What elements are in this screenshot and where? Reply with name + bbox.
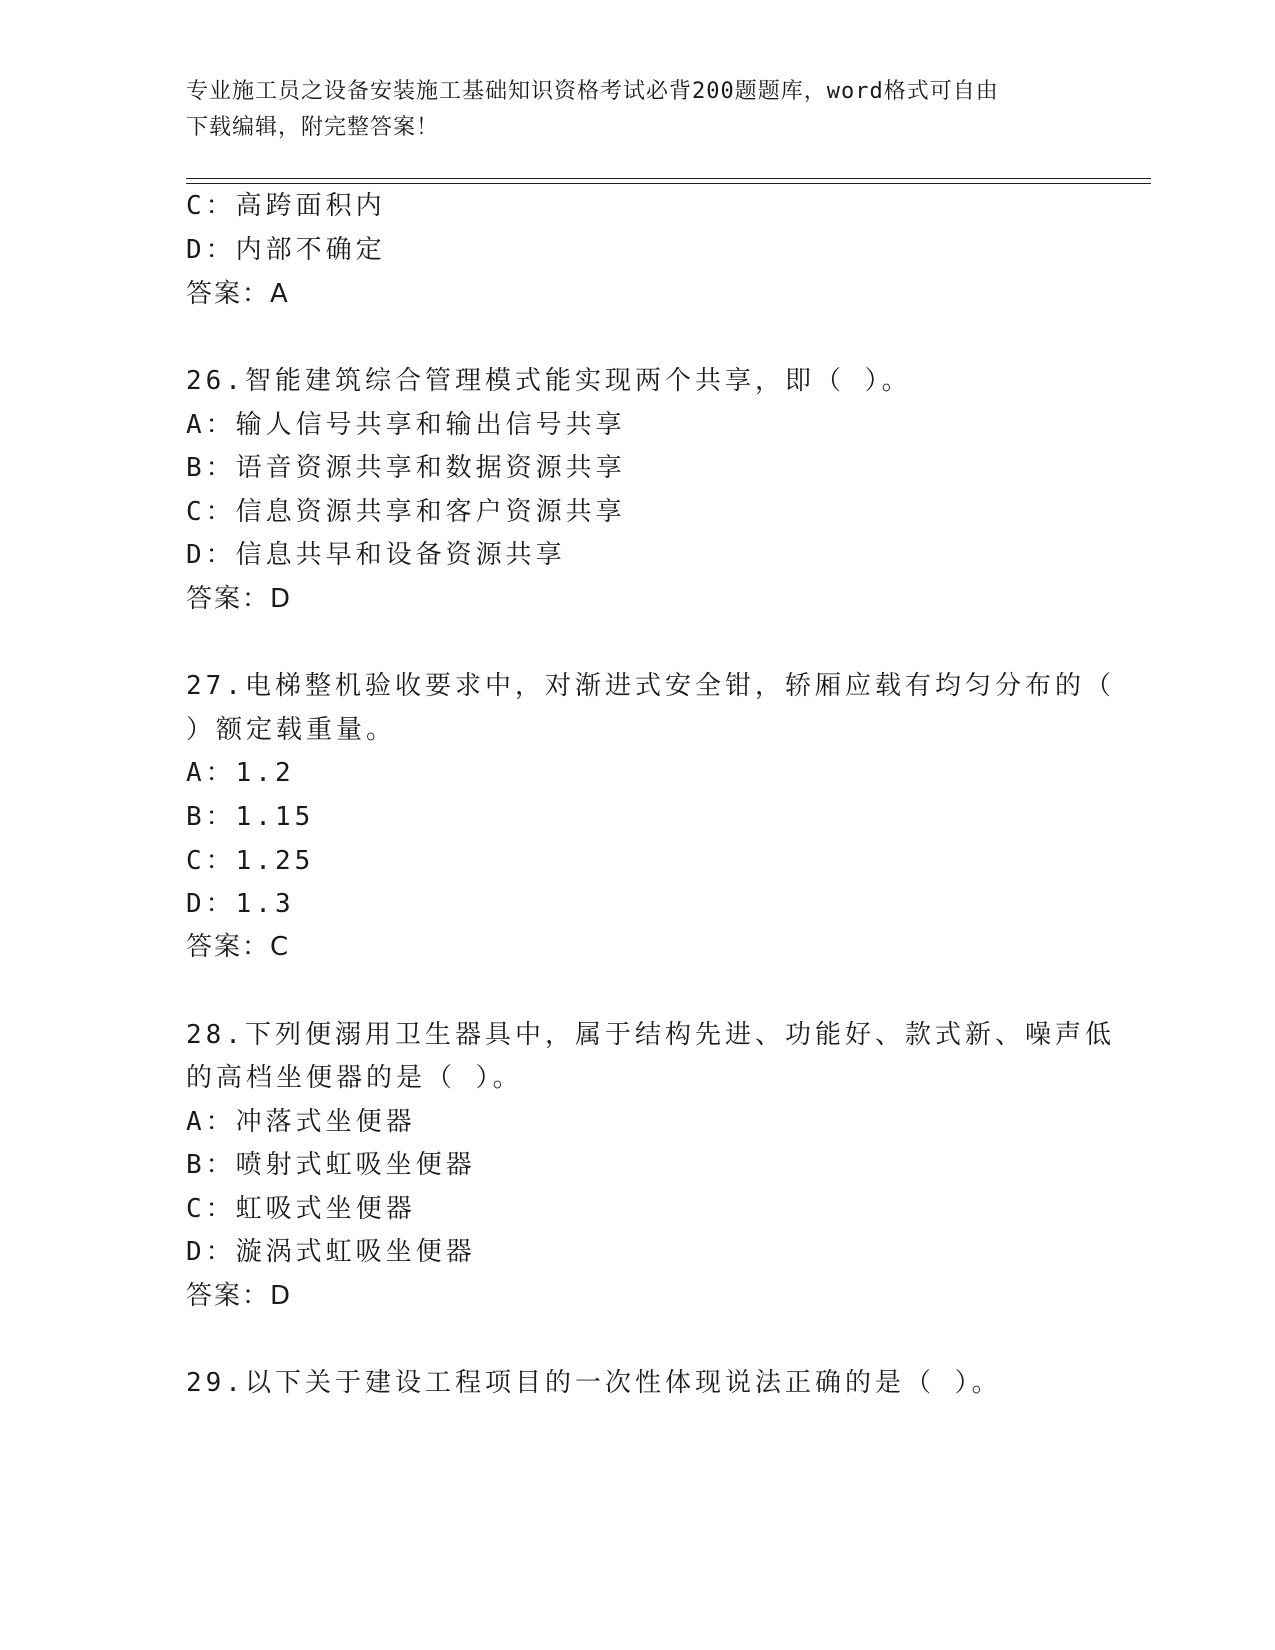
prev-option-d: D：内部不确定 <box>186 235 386 265</box>
q26-stem: 26.智能建筑综合管理模式能实现两个共享，即（ ）。 <box>186 366 912 396</box>
q26-option-c: C：信息资源共享和客户资源共享 <box>186 497 626 527</box>
q27-option-d: D：1.3 <box>186 889 295 919</box>
q26-option-a: A：输人信号共享和输出信号共享 <box>186 410 626 440</box>
header-rule-top <box>186 178 1151 179</box>
q28-option-b: B：喷射式虹吸坐便器 <box>186 1150 476 1180</box>
header-rule-bottom <box>186 183 1151 184</box>
q27-option-b: B：1.15 <box>186 802 315 832</box>
q27-option-c: C：1.25 <box>186 846 315 876</box>
q27-stem-line-1: 27.电梯整机验收要求中，对渐进式安全钳，轿厢应载有均匀分布的（ <box>186 671 1115 701</box>
q26-option-b: B：语音资源共享和数据资源共享 <box>186 453 626 483</box>
q28-stem-line-2: 的高档坐便器的是（ ）。 <box>186 1063 523 1093</box>
q27-stem-line-2: ）额定载重量。 <box>186 715 397 745</box>
q28-answer: 答案：D <box>186 1281 293 1311</box>
prev-answer: 答案：A <box>186 279 290 309</box>
q29-stem: 29.以下关于建设工程项目的一次性体现说法正确的是（ ）。 <box>186 1368 1002 1398</box>
header-line-1: 专业施工员之设备安装施工基础知识资格考试必背200题题库，word格式可自由 <box>186 79 999 104</box>
q28-option-a: A：冲落式坐便器 <box>186 1107 416 1137</box>
q28-option-c: C：虹吸式坐便器 <box>186 1194 416 1224</box>
q27-option-a: A：1.2 <box>186 758 295 788</box>
header-line-2: 下载编辑，附完整答案！ <box>186 115 440 140</box>
q28-option-d: D：漩涡式虹吸坐便器 <box>186 1237 476 1267</box>
document-header <box>186 74 1086 146</box>
q27-answer: 答案：C <box>186 932 291 962</box>
q26-answer: 答案：D <box>186 584 293 614</box>
q28-stem-line-1: 28.下列便溺用卫生器具中，属于结构先进、功能好、款式新、噪声低 <box>186 1020 1115 1050</box>
prev-option-c: C：高跨面积内 <box>186 191 386 221</box>
q26-option-d: D：信息共早和设备资源共享 <box>186 540 566 570</box>
